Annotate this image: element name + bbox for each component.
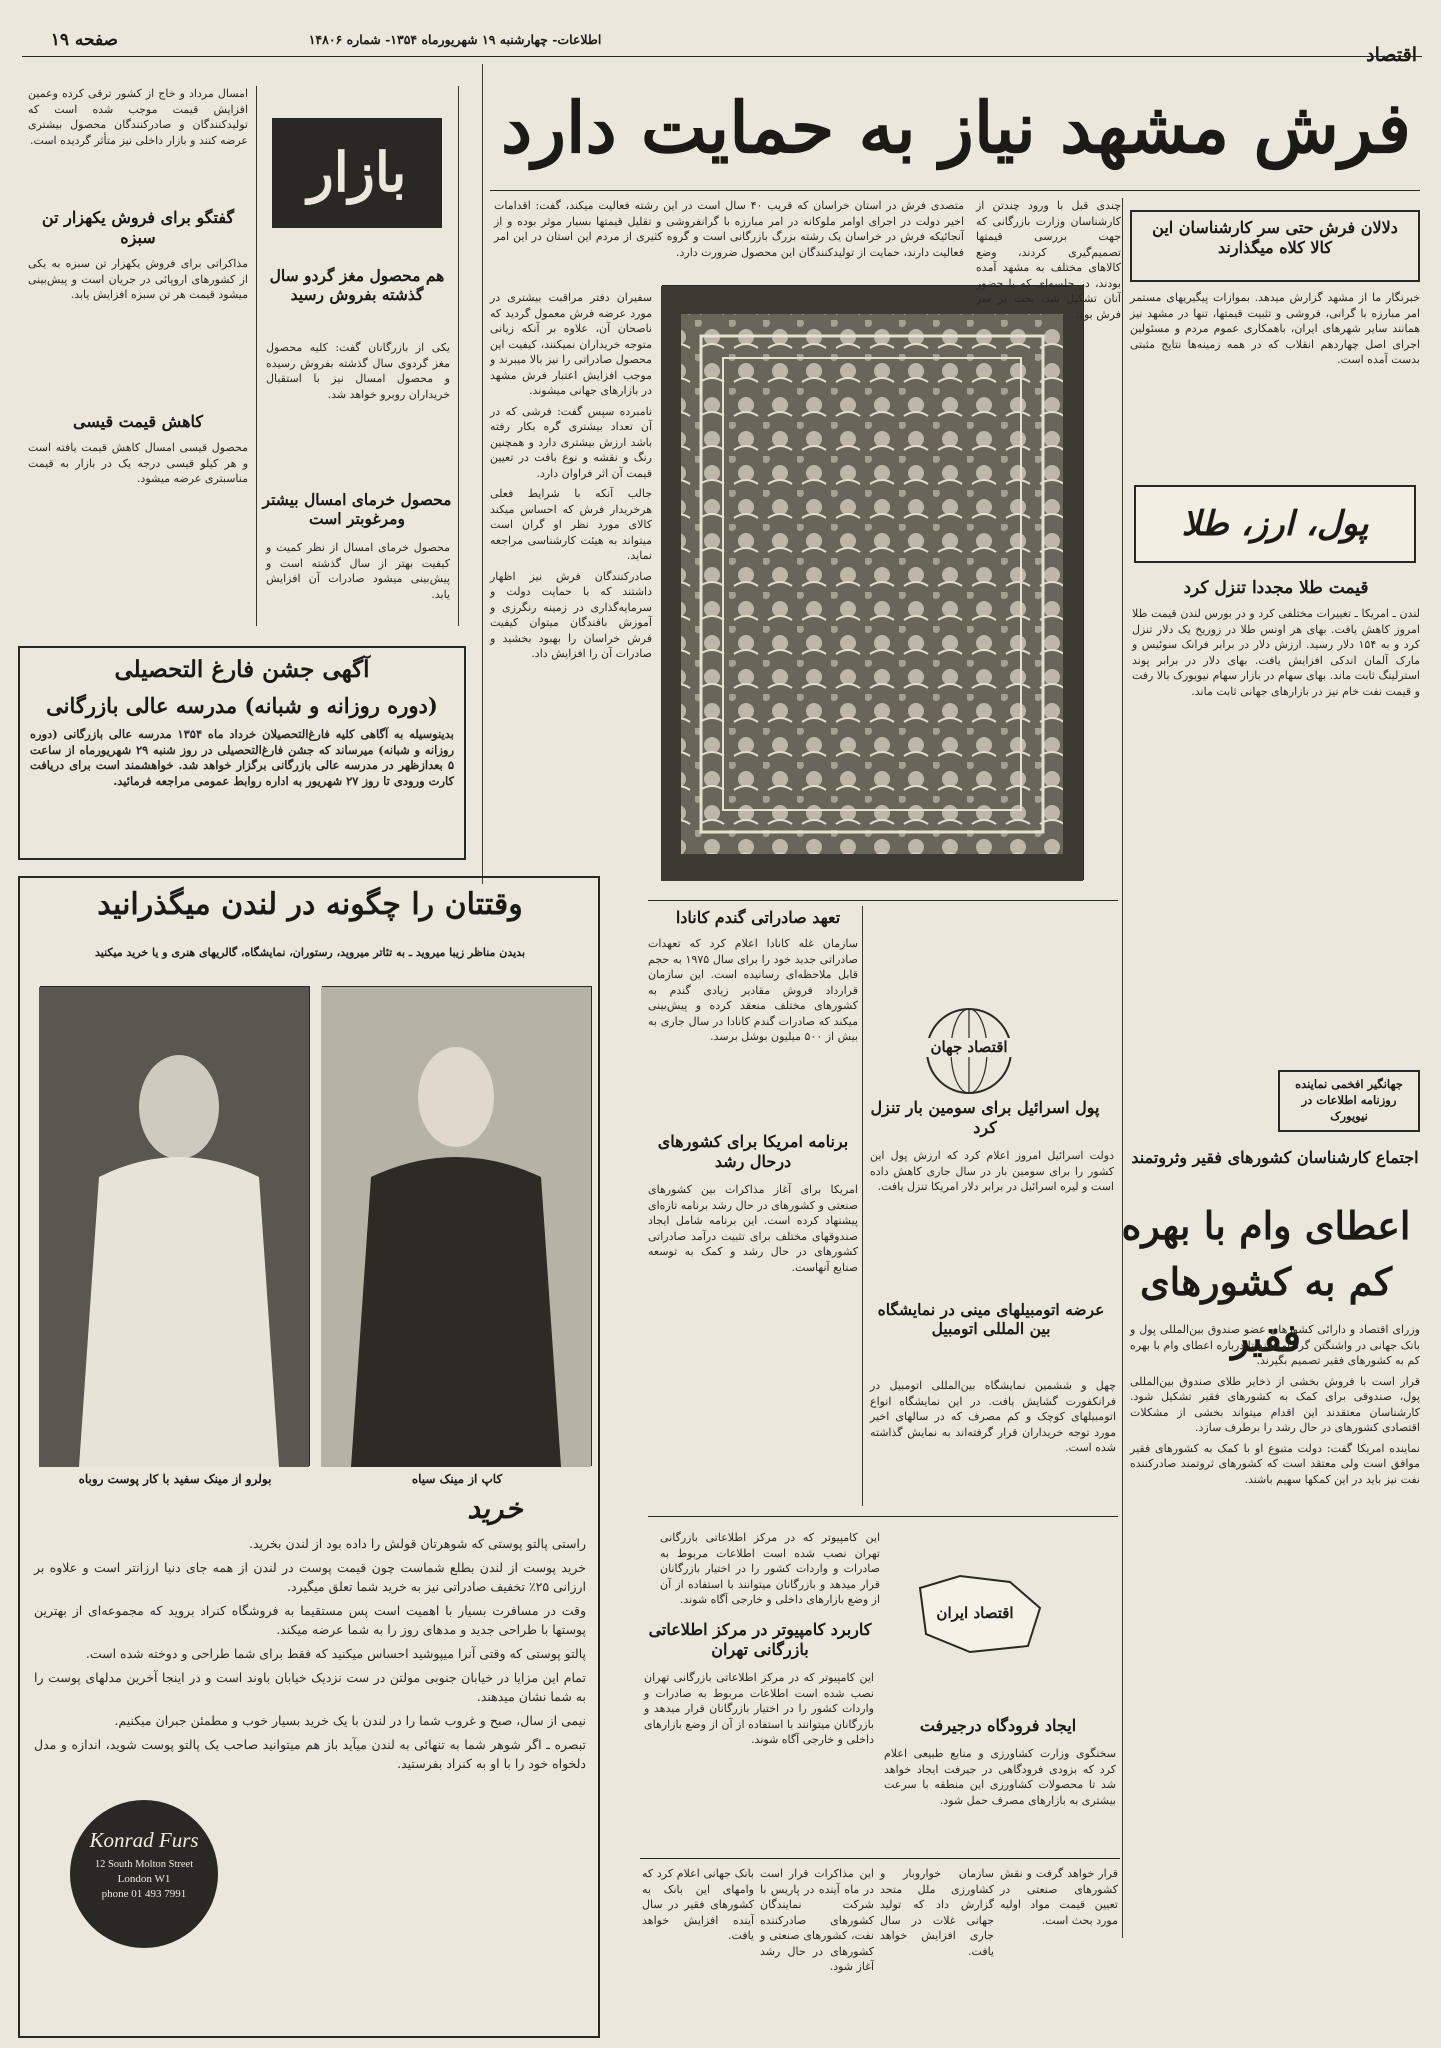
main-paragraph: خبرنگار ما از مشهد گزارش میدهد. بموازات پیگیریهای مستمر امر مبارزه با گرانی، فروشی و تثبیت قیمتها، تنها در مشهد نیز همانند سایر شهرهای ایران، باهمکاری عموم مردم و مسئولین اجرای اصل چهاردهم انقلاب که در همه زمینه‌ها نتایج مثبتی بدست آمده است. [1130, 291, 1420, 366]
imf-headline: اعطای وام با بهره کم به کشورهای فقیر [1121, 1203, 1411, 1360]
main-paragraph: متصدی فرش در استان خراسان که قریب ۴۰ سال است در این رشته فعالیت میکند، گفت: اقدامات اخیر دولت در اجرای اوامر ملوکانه در امر مبارزه با گرانفروشی و تقلیل قیمتها بسیار موثر بوده و از آنجائیکه فرش در خراسان یک رشته بزرگ بازرگانی است و گروه کثیری از مردم این استان در این امر فعالیت دارند، حمایت از تولیدکنندگان این محصول ضرورت دارد. [494, 199, 964, 259]
main-headline: فرش مشهد نیاز به حمایت دارد [501, 86, 1411, 169]
us-program-headline: برنامه امریکا برای کشورهای درحال رشد [657, 1132, 849, 1171]
israel-text: دولت اسرائیل امروز اعلام کرد که ارزش پول این کشور را برای سومین بار در سال جاری کاهش داده است و لیره اسرائیل در برابر دلار امریکا تنزل یافت. [870, 1149, 1114, 1193]
us-program-text: امریکا برای آغاز مذاکرات بین کشورهای صنعتی و کشورهای در حال رشد برنامه تازه‌ای پیشنهاد کرده است. این برنامه شامل ایجاد صندوقهای مختلف برای تثبیت درآمد صادراتی کشورهای در حال رشد و کمک به توسعه صنایع آنهاست. [648, 1183, 858, 1274]
model-in-black-mink [321, 987, 591, 1467]
main-paragraph: سفیران دفتر مراقبت بیشتری در مورد عرضه فرش معمول گردید که ناصحان آن، علاوه بر آنکه زیانی متوجه خریداران نمیکنند، کیفیت این محصول صادراتی را نیز بالا میبرند و موجب افزایش اعتبار فرش مشهد در بازارهای جهانی میشوند. [490, 291, 652, 397]
market-headline: گفتگو برای فروش یکهزار تن سبزه [41, 208, 235, 247]
konrad-furs-name: Konrad Furs [89, 1828, 199, 1852]
caption-left: بولرو از مینک سفید با کار پوست روباه [78, 1472, 272, 1486]
computer-headline: کاربرد کامپیوتر در مرکز اطلاعاتی بازرگانی تهران [648, 1620, 872, 1659]
fashion-paragraph: نیمی از سال، صبح و غروب شما را در لندن با یک خرید بسیار خوب و مطمئن جبران میکنیم. [114, 1713, 586, 1728]
main-article-col-3 [494, 198, 964, 283]
gold-banner-text: پول، ارز، طلا [1181, 504, 1369, 544]
market-intro: امسال مرداد و خاج از کشور ترقی کرده وعمین افزایش قیمت موجب شده است که تولیدکنندگان و صادرکنندگان محصول بیشتری عرضه کنند و بازار داخلی نیز متأثر گردیده است. [28, 87, 248, 147]
iran-economy-label: اقتصاد ایران [936, 1604, 1014, 1622]
caption-right: کاپ از مینک سیاه [411, 1472, 503, 1486]
page-number: صفحه ۱۹ [50, 30, 118, 50]
fashion-paragraph: وقت در مسافرت بسیار با اهمیت است پس مستقیما به فروشگاه کنراد بروید که مجموعه‌ای از بهترین پوستها با طراحی جدید و مدهای روز را به شما عرضه میکند. [34, 1603, 586, 1637]
fashion-paragraph: پالتو پوستی که وقتی آنرا میپوشید احساس میکنید که فقط برای شما طراحی و دوخته شده است. [85, 1646, 586, 1661]
graduation-ad [18, 646, 466, 860]
bottom-col: سازمان خواروبار و کشاورزی ملل متحد گزارش داد که تولید جهانی غلات در سال جاری افزایش خواهد یافت. [880, 1867, 994, 1958]
market-headline: کاهش قیمت قیسی [73, 412, 203, 431]
fashion-subline: بدیدن مناظر زیبا میروید ـ به تئاتر میروید، رستوران، نمایشگاه، گالریهای هنری و یا خرید میکنید [94, 946, 526, 959]
graduation-subtitle: (دوره روزانه و شبانه) مدرسه عالی بازرگانی [46, 692, 438, 718]
konrad-furs-street: 12 South Molton Street [94, 1859, 194, 1870]
market-text: محصول خرمای امسال از نظر کمیت و کیفیت بهتر از سال گذشته است و پیش‌بینی میشود صادرات آن افزایش یابد. [266, 541, 450, 601]
market-title: بازار [272, 118, 442, 228]
fashion-paragraph: تبصره ـ اگر شوهر شما به تنهائی به لندن میآید باز هم میتوانید صاحب یک پالتو پوست شوید، اندازه و مدل دلخواه خود را با او به کنراد بفرستید. [34, 1737, 586, 1771]
computer-text: این کامپیوتر که در مرکز اطلاعاتی بازرگانی تهران نصب شده است اطلاعات مربوط به صادرات و واردات کشور را در اختیار بازرگانان قرار میدهد و بازرگانان میتوانند با استفاده از آن از وضع بازارهای داخلی و خارجی آگاه شوند. [644, 1671, 874, 1746]
correspondent-name: جهانگیر افخمی نماینده روزنامه اطلاعات در نیویورک [1295, 1077, 1403, 1123]
airport-headline: ایجاد فرودگاه درجیرفت [919, 1716, 1077, 1735]
fashion-body [34, 1534, 586, 2030]
market-text: محصول قیسی امسال کاهش قیمت یافته است و هر کیلو قیسی درجه یک در بازار به قیمت مناسبتری عرضه میشود. [28, 441, 248, 485]
iran-economy-logo [900, 1568, 1050, 1658]
carpet-pattern [661, 286, 1083, 881]
market-text: مذاکراتی برای فروش یکهزار تن سبزه به یکی از کشورهای اروپائی در جریان است و پیش‌بینی میشود قیمت هر تن سبزه افزایش یابد. [28, 257, 248, 301]
imf-kicker: اجتماع کارشناسان کشورهای فقیر وثروتمند [1131, 1148, 1419, 1167]
computer-intro: این کامپیوتر که در مرکز اطلاعاتی بازرگانی تهران نصب شده است اطلاعات مربوط به صادرات و واردات کشور را در اختیار بازرگانان قرار میدهد و بازرگانان میتوانند با استفاده از آن از وضع بازارهای داخلی و خارجی آگاه شوند. [660, 1531, 880, 1606]
model-in-white-bolero [39, 987, 309, 1467]
gold-banner [1134, 485, 1416, 563]
boxed-subhead-text: دلالان فرش حتی سر کارشناسان این کالا کلاه میگذارند [1152, 218, 1398, 257]
airport-text: سخنگوی وزارت کشاورزی و منابع طبیعی اعلام کرد که بزودی فرودگاهی در جیرفت ایجاد خواهد شد تا محصولات کشاورزی این منطقه با سرعت بیشتری به بازارهای مصرف حمل شود. [884, 1747, 1116, 1807]
masthead-line: اطلاعات- چهارشنبه ۱۹ شهریورماه ۱۳۵۴- شماره ۱۴۸۰۶ [308, 32, 602, 47]
boxed-subhead [1130, 210, 1420, 282]
market-headline: هم محصول مغز گردو سال گذشته بفروش رسید [269, 266, 445, 305]
world-economy-logo [920, 1002, 1018, 1100]
main-paragraph: جالب آنکه با شرایط فعلی هرخریدار فرش که احساس میکند کالای مورد نظر او گران است میتواند به هیئت کارشناسی مراجعه نماید. [490, 487, 652, 562]
market-text: یکی از بازرگانان گفت: کلیه محصول مغز گردوی سال گذشته بفروش رسیده و محصول امسال نیز با استقبال خریداران روبرو خواهد شد. [266, 341, 450, 401]
imf-text [1130, 1322, 1420, 2022]
fashion-paragraph: خرید پوست از لندن بطلع شماست چون قیمت پوست در لندن از همه جای دنیا ارزانتر است و علاوه بر ارزانی ۲۵٪ تخفیف صادراتی نیز به خرید شما تعلق میگیرد. [34, 1560, 586, 1594]
gold-text: لندن ـ امریکا ـ تغییرات مختلفی کرد و در بورس لندن قیمت طلا امروز کاهش یافت. بهای هر اونس طلا در زوریخ یک دلار تنزل کرد و به ۱۵۴ دلار رسید. ارزش دلار در برابر فرانک سوئیس و مارک آلمان اندکی افزایش یافت. بهای دلار در برابر پوند استرلینگ ثابت ماند. بهای سهام در بازار سهام نیویورک بالا رفت و قیمت نفت خام نیز در بازارهای جهانی ثابت ماند. [1132, 607, 1420, 698]
correspondent-box [1278, 1070, 1420, 1132]
bottom-col: بانک جهانی اعلام کرد که وامهای این بانک به کشورهای فقیر در سال آینده افزایش خواهد یافت. [642, 1867, 754, 1942]
main-paragraph: نامبرده سپس گفت: فرشی که در آن تعداد بیشتری گره بکار رفته باشد ارزش بیشتری دارد و همچنین رنگ و نقشه و نوع بافت در تعیین قیمت آن اثر فراوان دارد. [490, 404, 652, 480]
canada-headline: تعهد صادراتی گندم کانادا [675, 908, 841, 927]
main-paragraph: چندی قبل با ورود چندتن از کارشناسان وزارت بازرگانی که جهت بررسی قیمتها تصمیم‌گیری کردند، وضع کالاهای مختلف به مشهد آمده بودند، در جلسه‌ای که با حضور آنان تشکیل شد، بحث بر سر فرش بود. [976, 199, 1121, 321]
fashion-photo-left [40, 986, 310, 1466]
world-economy-label: اقتصاد جهان [920, 1038, 1018, 1057]
bottom-col: قرار خواهد گرفت و نقش کشورهای صنعتی در تعیین قیمت مواد اولیه مورد بحث است. [1000, 1867, 1118, 1927]
main-article-col-4 [490, 290, 652, 878]
shop-title: خرید [467, 1492, 523, 1525]
konrad-furs-logo [70, 1800, 218, 1948]
fashion-photo-right [322, 986, 592, 1466]
konrad-furs-phone: phone 01 493 7991 [101, 1888, 187, 1900]
imf-paragraph: قرار است با فروش بخشی از ذخایر طلای صندوق بین‌المللی پول، صندوقی برای کمک به کشورهای فقیر تشکیل شود. کارشناسان معتقدند این اقدام میتواند بخشی از مشکلات اقتصادی کشورهای در حال رشد را برطرف سازد. [1130, 1374, 1420, 1434]
graduation-text: بدینوسیله به آگاهی کلیه فارغ‌التحصیلان خرداد ماه ۱۳۵۴ مدرسه عالی بازرگانی (دوره روزانه و شبانه) میرساند که جشن فارغ‌التحصیلی در روز شنبه ۲۹ شهریورماه از ساعت ۵ بعدازظهر در مدرسه عالی بازرگانی برگزار خواهد شد. خواهشمند است برای دریافت کارت ورودی تا روز ۲۷ شهریور به اداره روابط عمومی مراجعه فرمائید. [30, 727, 454, 788]
market-headline: محصول خرمای امسال بیشتر ومرغوبتر است [262, 490, 452, 529]
main-article-col-1 [1130, 290, 1420, 440]
imf-paragraph: وزرای اقتصاد و دارائی کشورهای عضو صندوق بین‌المللی پول و بانک جهانی در واشنگتن گرد آمده‌اند تا درباره اعطای وام با بهره کم به کشورهای فقیر تصمیم بگیرند. [1130, 1323, 1420, 1367]
gold-headline: قیمت طلا مجددا تنزل کرد [1183, 578, 1369, 598]
auto-expo-text: چهل و ششمین نمایشگاه بین‌المللی اتومبیل در فرانکفورت گشایش یافت. در این نمایشگاه انواع اتومبیلهای کوچک و کم مصرف که در سالهای اخیر مورد توجه خریداران قرار گرفته‌اند به نمایش گذاشته شده است. [870, 1379, 1116, 1454]
graduation-title: آگهی جشن فارغ التحصیلی [114, 656, 370, 683]
main-article-col-2 [976, 198, 1121, 321]
israel-headline: پول اسرائیل برای سومین بار تنزل کرد [870, 1098, 1100, 1137]
section-label: اقتصاد [1366, 44, 1417, 66]
auto-expo-headline: عرضه اتومبیلهای مینی در نمایشگاه بین المللی اتومبیل [877, 1300, 1105, 1339]
carpet-photo [662, 285, 1084, 880]
fashion-paragraph: راستی پالتو پوستی که شوهرتان قولش را داده بود از لندن بخرید. [249, 1536, 586, 1551]
fashion-paragraph: تمام این مزایا در خیابان جنوبی مولتن در ست نزدیک خیابان باوند است و در اینجا آخرین مدلهای پوست را به شما نشان میدهند. [34, 1670, 586, 1704]
main-paragraph: صادرکنندگان فرش نیز اظهار داشتند که با حمایت دولت و سرمایه‌گذاری در زمینه رنگرزی و آموزش بافندگان میتوان کیفیت فرش خراسان را بهبود بخشید و صادرات آن را افزایش داد. [490, 569, 652, 660]
imf-paragraph: نماینده امریکا گفت: دولت متبوع او با کمک به کشورهای فقیر موافق است ولی معتقد است که کشورهای ثروتمند صادرکننده نفت نیز باید در این کمکها سهیم باشند. [1130, 1441, 1420, 1486]
konrad-furs-city: London W1 [117, 1873, 171, 1885]
canada-text: سازمان غله کانادا اعلام کرد که تعهدات صادراتی جدید خود را برای سال ۱۹۷۵ به حجم قابل ملاحظه‌ای رسانیده است. این سازمان قرارداد فروش مقادیر زیادی گندم به کشورهای مختلف منعقد کرده و پیش‌بینی میکند که صادرات گندم کانادا در سال جاری به بیش از ۵۰۰ میلیون بوشل برسد. [648, 937, 858, 1043]
bottom-col: این مذاکرات قرار است در ماه آینده در پاریس با شرکت نمایندگان کشورهای صادرکننده نفت، کشورهای صنعتی و کشورهای در حال رشد آغاز شود. [760, 1867, 874, 1973]
fashion-headline: وقتتان را چگونه در لندن میگذرانید [97, 887, 523, 922]
